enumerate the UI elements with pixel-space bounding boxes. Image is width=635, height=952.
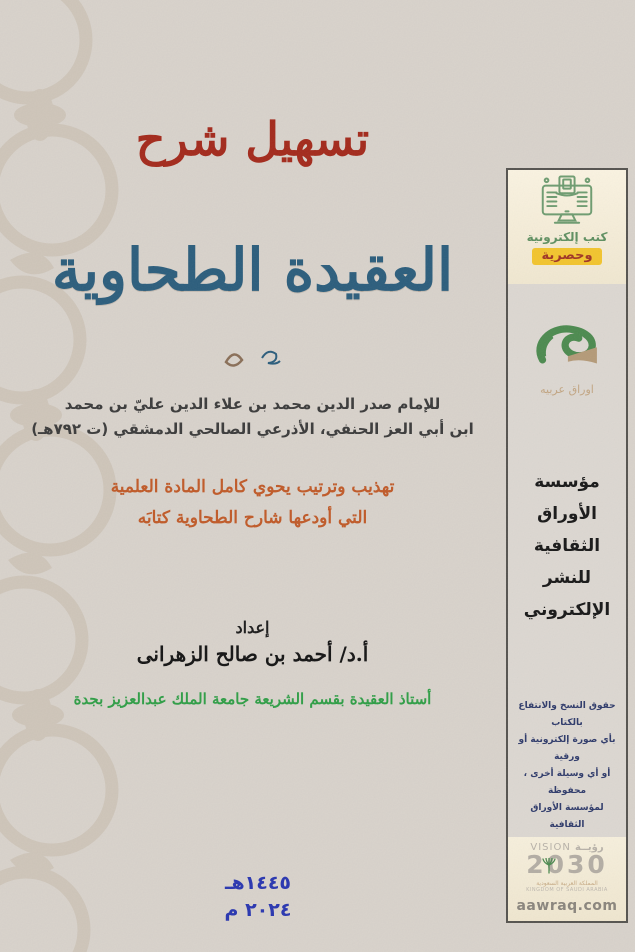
awraq-logo-caption: اوراق عربيه bbox=[540, 383, 594, 396]
subtitle-line-1: تهذيب وترتيب يحوي كامل المادة العلمية bbox=[110, 477, 395, 497]
publisher-line: الأوراق bbox=[537, 504, 597, 524]
hijri-year: ١٤٤٥هـ bbox=[224, 872, 292, 894]
awraq-arabia-leaf-icon bbox=[526, 320, 608, 378]
edition-subtitle bbox=[0, 472, 505, 534]
vision-en-label: VISION bbox=[530, 842, 571, 853]
copyright-line: بأي صورة إلكترونية أو ورقية bbox=[518, 735, 616, 762]
publication-dates bbox=[193, 870, 323, 924]
copyright-line: حقوق النسخ والانتفاع بالكتاب bbox=[518, 701, 616, 728]
copyright-line: أو أي وسيلة أخرى ، محفوظة bbox=[523, 769, 611, 796]
preparer-name: أ.د/ أحمد بن صالح الزهرانى bbox=[136, 642, 369, 666]
prepared-by-label: إعداد bbox=[235, 618, 270, 637]
subtitle-line-2: التي أودعها شارح الطحاوية كتابَه bbox=[137, 508, 368, 528]
series-title: تسهيل شرح bbox=[135, 112, 370, 166]
exclusive-badge: وحصرية bbox=[532, 248, 601, 265]
awraq-arabia-logo bbox=[508, 320, 626, 396]
vision-country-arabic: المملكة العربية السعودية bbox=[536, 880, 598, 887]
saudi-palm-emblem-icon bbox=[542, 858, 556, 874]
vision-2030-card bbox=[508, 837, 626, 921]
copyright-notice bbox=[508, 698, 626, 834]
author-line-2: ابن أبي العز الحنفي، الأذرعي الصالحي الدمشقي (ت ٧٩٢هـ) bbox=[31, 420, 474, 438]
book-main-title: العقيدة الطحاوية bbox=[51, 236, 454, 304]
publisher-line: الإلكتروني bbox=[523, 600, 611, 620]
publisher-sidebar bbox=[506, 168, 628, 923]
vision-ar-label: رؤيــة bbox=[575, 842, 604, 853]
publisher-line: مؤسسة bbox=[534, 472, 600, 492]
publisher-name bbox=[508, 466, 626, 626]
vision-country-english: KINGDOM OF SAUDI ARABIA bbox=[526, 887, 608, 893]
ebook-badge-text: كتب إلكترونية bbox=[526, 230, 608, 244]
publisher-website: aawraq.com bbox=[516, 898, 618, 914]
publisher-line: للنشر bbox=[542, 568, 592, 588]
preparer-affiliation: أستاذ العقيدة بقسم الشريعة جامعة الملك عبدالعزيز بجدة bbox=[73, 690, 432, 708]
vision-2030-year: 2030 bbox=[526, 850, 608, 879]
monitor-with-book-icon bbox=[536, 175, 598, 225]
author-attribution bbox=[0, 392, 505, 442]
gregorian-year: ٢٠٢٤ م bbox=[224, 899, 292, 921]
copyright-line: لمؤسسة الأوراق الثقافية bbox=[530, 803, 604, 830]
ebook-badge bbox=[508, 170, 626, 284]
author-line-1: للإمام صدر الدين محمد بن علاء الدين عليّ بن محمد bbox=[64, 395, 441, 413]
publisher-line: الثقافية bbox=[533, 536, 601, 556]
calligraphic-flourish-icon bbox=[218, 344, 288, 372]
